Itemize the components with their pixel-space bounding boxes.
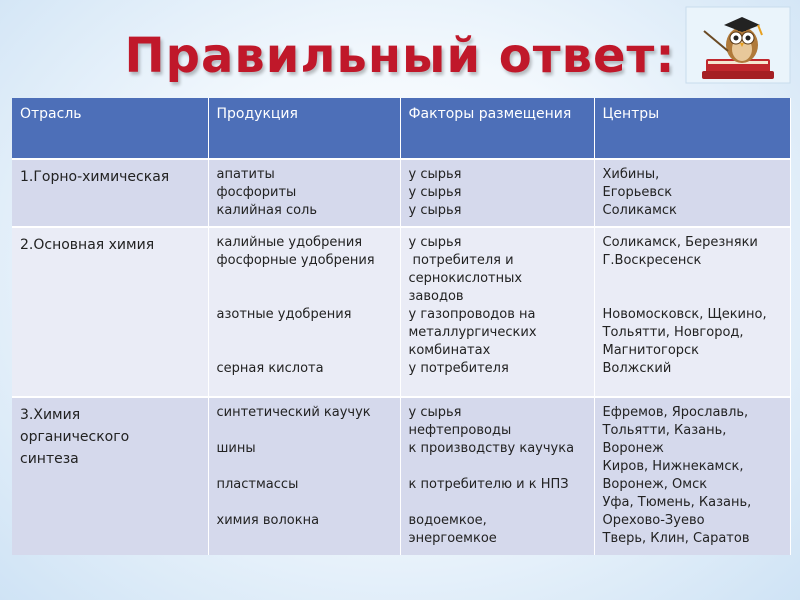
center-item: Воронеж	[602, 441, 664, 456]
product-item: калийная соль	[216, 203, 318, 218]
factor-item: у сырья	[408, 235, 462, 250]
table-header-row	[12, 98, 790, 159]
factors-cell	[400, 159, 594, 227]
product-item: фосфориты	[216, 185, 297, 200]
factors-cell	[400, 397, 594, 555]
centers-cell	[594, 159, 790, 227]
center-item: Г.Воскресенск	[602, 253, 702, 268]
product-item: фосфорные удобрения	[216, 253, 375, 268]
factor-item: нефтепроводы	[408, 423, 512, 438]
factor-item: заводов	[408, 289, 464, 304]
factor-item: водоемкое,	[408, 513, 487, 528]
table-row	[12, 227, 790, 397]
center-item: Новомосковск, Щекино,	[602, 307, 767, 322]
center-item: Соликамск	[602, 203, 677, 218]
factor-item: у сырья	[408, 167, 462, 182]
centers-cell	[594, 227, 790, 397]
factor-item: сернокислотных	[408, 271, 523, 286]
factor-item: у газопроводов на	[408, 307, 536, 322]
industry-table	[12, 98, 791, 555]
center-item: Уфа, Тюмень, Казань,	[602, 495, 752, 510]
product-item: апатиты	[216, 167, 275, 182]
product-item: азотные удобрения	[216, 307, 352, 322]
center-item: Хибины,	[602, 167, 660, 182]
product-item: синтетический каучук	[216, 405, 371, 420]
factor-item: у сырья	[408, 185, 462, 200]
center-item: Тольятти, Новгород,	[602, 325, 744, 340]
center-item: Воронеж, Омск	[602, 477, 708, 492]
header-industry: Отрасль	[12, 98, 208, 159]
factor-item: комбинатах	[408, 343, 491, 358]
category-cell: 3.Химия органического синтеза	[12, 397, 208, 555]
products-cell	[208, 159, 400, 227]
products-cell	[208, 397, 400, 555]
center-item: Соликамск, Березняки	[602, 235, 758, 250]
center-item: Тверь, Клин, Саратов	[602, 531, 750, 546]
factor-item: к производству каучука	[408, 441, 575, 456]
page-title: Правильный ответ:	[124, 28, 676, 84]
product-item: химия волокна	[216, 513, 320, 528]
factor-item: у сырья	[408, 203, 462, 218]
product-item: серная кислота	[216, 361, 324, 376]
centers-cell	[594, 397, 790, 555]
header-centers: Центры	[594, 98, 790, 159]
factor-item: металлургических	[408, 325, 537, 340]
factor-item: у сырья	[408, 405, 462, 420]
center-item: Тольятти, Казань,	[602, 423, 727, 438]
factor-item: энергоемкое	[408, 531, 497, 546]
product-item: шины	[216, 441, 256, 456]
category-cell: 2.Основная химия	[12, 227, 208, 397]
category-cell: 1.Горно-химическая	[12, 159, 208, 227]
table-row	[12, 397, 790, 555]
center-item: Ефремов, Ярославль,	[602, 405, 749, 420]
factors-cell	[400, 227, 594, 397]
header-factors: Факторы размещения	[400, 98, 594, 159]
factor-item: потребителя и	[412, 253, 514, 268]
table-row	[12, 159, 790, 227]
owl-graduate-icon	[684, 5, 792, 85]
product-item: калийные удобрения	[216, 235, 363, 250]
center-item: Киров, Нижнекамск,	[602, 459, 744, 474]
center-item: Волжский	[602, 361, 672, 376]
center-item: Магнитогорск	[602, 343, 700, 358]
factor-item: у потребителя	[408, 361, 509, 376]
center-item: Егорьевск	[602, 185, 673, 200]
header-products: Продукция	[208, 98, 400, 159]
center-item: Орехово-Зуево	[602, 513, 705, 528]
product-item: пластмассы	[216, 477, 299, 492]
factor-item: к потребителю и к НПЗ	[408, 477, 569, 492]
products-cell	[208, 227, 400, 397]
